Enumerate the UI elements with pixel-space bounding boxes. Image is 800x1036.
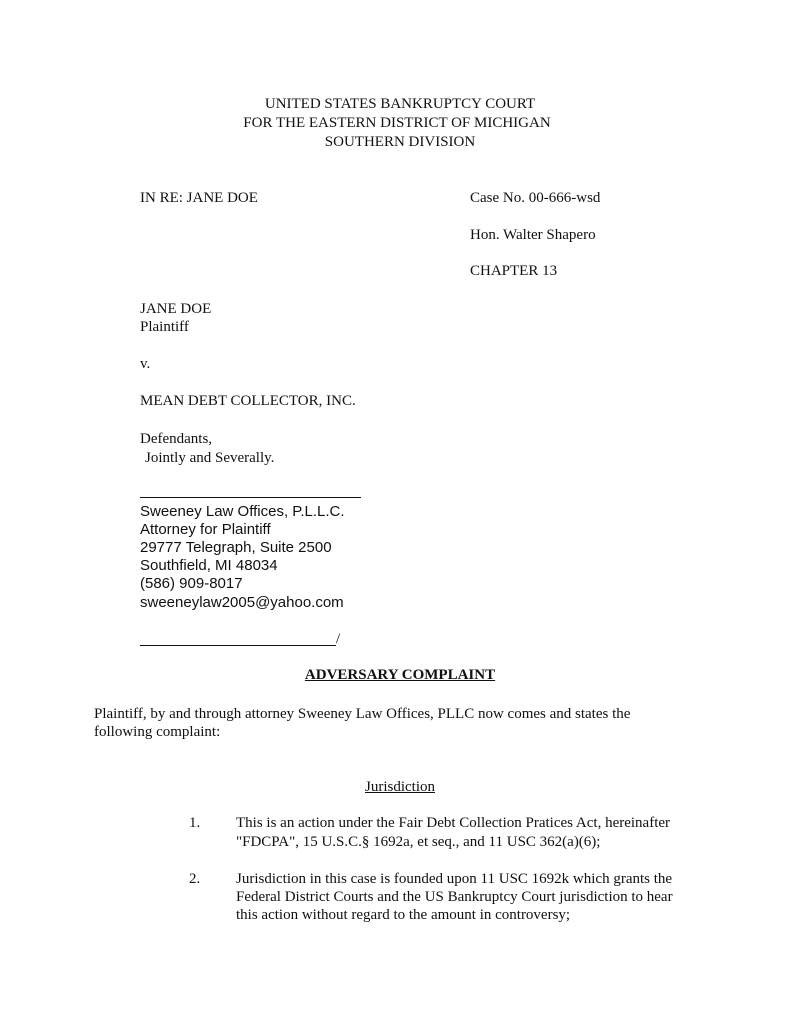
document-title: ADVERSARY COMPLAINT — [304, 667, 496, 683]
case-number: Case No. 00-666-wsd — [470, 190, 601, 206]
court-name: UNITED STATES BANKRUPTCY COURT — [264, 96, 536, 112]
attorney-firm: Sweeney Law Offices, P.L.L.C. — [140, 503, 345, 520]
court-district: FOR THE EASTERN DISTRICT OF MICHIGAN — [243, 115, 551, 131]
paragraph-number: 1. — [189, 815, 201, 831]
in-re-line: IN RE: JANE DOE — [140, 190, 258, 206]
versus: v. — [140, 356, 151, 372]
paragraph-1-line-1: This is an action under the Fair Debt Collection Pratices Act, hereinafter — [236, 815, 671, 831]
paragraph-1-line-2: "FDCPA", 15 U.S.C.§ 1692a, et seq., and 11 USC 362(a)(6); — [236, 834, 601, 850]
court-division: SOUTHERN DIVISION — [324, 134, 476, 150]
defendant-liability: Jointly and Severally. — [145, 450, 275, 466]
attorney-rule — [140, 497, 361, 498]
attorney-email: sweeneylaw2005@yahoo.com — [140, 594, 344, 611]
paragraph-2-line-1: Jurisdiction in this case is founded upon 11 USC 1692k which grants the — [236, 871, 673, 887]
paragraph-number: 2. — [189, 871, 201, 887]
defendant-role: Defendants, — [140, 431, 213, 447]
defendant-name: MEAN DEBT COLLECTOR, INC. — [140, 393, 356, 409]
signature-rule — [140, 645, 336, 646]
paragraph-2-line-3: this action without regard to the amount in controversy; — [236, 907, 571, 923]
attorney-phone: (586) 909-8017 — [140, 575, 243, 592]
attorney-role: Attorney for Plaintiff — [140, 521, 271, 538]
attorney-street: 29777 Telegraph, Suite 2500 — [140, 539, 332, 556]
chapter: CHAPTER 13 — [470, 263, 558, 279]
plaintiff-role: Plaintiff — [140, 319, 189, 335]
intro-line-1: Plaintiff, by and through attorney Sweeney Law Offices, PLLC now comes and states the — [94, 706, 631, 722]
section-heading-jurisdiction: Jurisdiction — [365, 779, 435, 795]
paragraph-2-line-2: Federal District Courts and the US Bankruptcy Court jurisdiction to hear — [236, 889, 673, 905]
intro-line-2: following complaint: — [94, 724, 221, 740]
judge-name: Hon. Walter Shapero — [470, 227, 596, 243]
attorney-city: Southfield, MI 48034 — [140, 557, 278, 574]
plaintiff-name: JANE DOE — [140, 301, 212, 317]
signature-slash: / — [336, 631, 341, 647]
